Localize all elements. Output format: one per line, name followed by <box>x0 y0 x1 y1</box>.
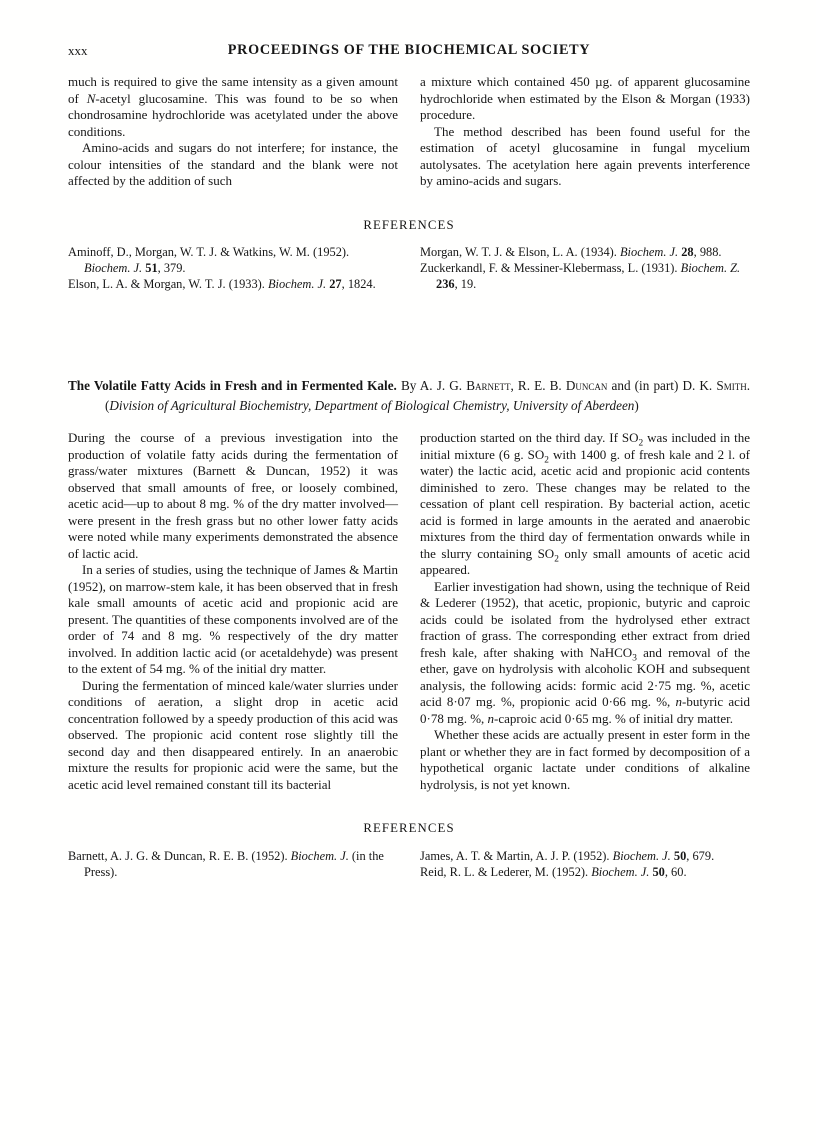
references-left-column <box>68 848 398 880</box>
references-left-column <box>68 244 398 292</box>
references-columns <box>68 244 750 292</box>
right-column <box>420 74 750 190</box>
paragraph: During the course of a previous investigation into the production of volatile fatty acids during the fermentation of grass/water mixtures (Barnett & Duncan, 1952) it was observed that small amounts of free, or loosely combined, acetic acid—up to about 8 mg. % of the dry matter involved—were present in the fresh grass but no other lower fatty acids were noted while many experiments demonstrated the absence of lactic acid. <box>68 430 398 561</box>
reference-item: Elson, L. A. & Morgan, W. T. J. (1933). Biochem. J. 27, 1824. <box>68 277 376 291</box>
references-heading: REFERENCES <box>363 821 455 835</box>
paragraph: Whether these acids are actually present in ester form in the plant or whether they are in fact formed by decomposition of a hypothetical organic lactate under conditions of alkaline hydrolysis, is not yet known. <box>420 727 750 792</box>
page-header <box>68 42 750 60</box>
kale-article-section <box>68 376 750 880</box>
reference-item: Barnett, A. J. G. & Duncan, R. E. B. (1952). Biochem. J. (in the Press). <box>68 848 384 879</box>
references-right-column <box>420 244 750 292</box>
reference-item: Reid, R. L. & Lederer, M. (1952). Biochem. J. 50, 60. <box>420 864 687 879</box>
article-continuation-section <box>68 74 750 292</box>
reference-item: James, A. T. & Martin, A. J. P. (1952). Biochem. J. 50, 679. <box>420 848 715 863</box>
article-title: The Volatile Fatty Acids in Fresh and in Fermented Kale. By A. J. G. Barnett, R. E. B. Duncan and (in part) D. K. Smith. (Division of Agricultural Biochemistry, Department of Biological Chemistry, University of Aberdeen) <box>68 378 750 413</box>
reference-item: Morgan, W. T. J. & Elson, L. A. (1934). Biochem. J. 28, 988. <box>420 245 722 259</box>
paragraph: The method described has been found useful for the estimation of acetyl glucosamine in fungal mycelium autolysates. The acetylation here again prevents interference by amino-acids and sugars. <box>420 123 750 188</box>
references-columns <box>68 848 750 880</box>
paragraph: a mixture which contained 450 µg. of apparent glucosamine hydrochloride when estimated by the Elson & Morgan (1933) procedure. <box>420 74 750 122</box>
left-column <box>68 430 398 793</box>
paragraph: Earlier investigation had shown, using the technique of Reid & Lederer (1952), that acetic, propionic, butyric and caproic acids could be isolated from the hydrolysed ether extract fraction of grass. The corresponding ether extract from dried fresh kale, after shaking with NaHCO$_3$ and removal of the ether, gave on hydrolysis with alcoholic KOH and subsequent analysis, the following acids: formic acid 2·75 mg. %, acetic acid 8·07 mg. %, propionic acid 0·66 mg. %, n-butyric acid 0·78 mg. %, n-caproic acid 0·65 mg. % of initial dry matter. <box>420 578 750 726</box>
reference-item: Zuckerkandl, F. & Messiner-Klebermass, L. (1931). Biochem. Z. 236, 19. <box>420 261 741 291</box>
page-number: xxx <box>68 43 88 58</box>
body-columns <box>68 74 750 190</box>
body-columns <box>68 430 750 793</box>
paragraph: much is required to give the same intensity as a given amount of N-acetyl glucosamine. This was found to be so when chondrosamine hydrochloride was acetylated under the above conditions. <box>68 74 398 139</box>
references-right-column <box>420 848 750 880</box>
paragraph: In a series of studies, using the technique of James & Martin (1952), on marrow-stem kale, it has been observed that in fresh kale small amounts of acetic acid and propionic acid are present. The quantities of these components involved are of the order of 74 and 8 mg. % respectively of the dry matter involved. In addition lactic acid (or acetaldehyde) was present to the extent of 54 mg. % of the initial dry matter. <box>68 562 398 676</box>
references-heading: REFERENCES <box>363 217 455 232</box>
paragraph: production started on the third day. If $SO_2$ was included in the initial mixture (6 g. $SO_2$ with 1400 g. of fresh kale and 2 l. of water) the lactic acid, acetic acid and propionic acid contents diminished to zero. These changes may be related to the cessation of plant cell respiration. By bacterial action, acetic acid is formed in large amounts in the aerated and anaerobic mixtures from the third day of fermentation onwards while in the slurry containing $SO_2$ only small amounts of acetic acid appeared. <box>420 430 750 577</box>
reference-item: Aminoff, D., Morgan, W. T. J. & Watkins, W. M. (1952). Biochem. J. 51, 379. <box>68 245 350 275</box>
right-column <box>420 430 750 793</box>
paragraph: During the fermentation of minced kale/water slurries under conditions of aeration, a slight drop in acetic acid concentration followed by a speedy production of this acid was observed. The propionic acid content rose slightly till the second day and then disappeared entirely. In an anaerobic mixture the results for propionic acid were the same, but the acetic acid level remained constant till its bacterial <box>68 677 398 792</box>
left-column <box>68 74 398 190</box>
paragraph: Amino-acids and sugars do not interfere; for instance, the colour intensities of the standard and the blank were not affected by the addition of such <box>68 140 398 188</box>
running-title: PROCEEDINGS OF THE BIOCHEMICAL SOCIETY <box>227 42 591 58</box>
